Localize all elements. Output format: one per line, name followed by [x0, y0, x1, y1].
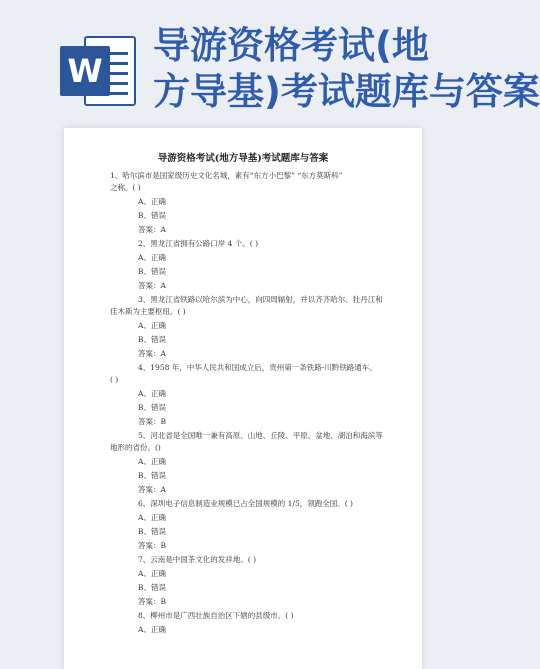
question-3-option-a: A、正确 — [138, 321, 166, 330]
question-1-text: 1、哈尔滨市是国家级历史文化名城，素有“东方小巴黎” “东方莫斯科” — [110, 171, 343, 180]
question-1-answer: 答案：A — [138, 225, 166, 234]
word-document-icon — [60, 36, 136, 106]
question-5-text-cont: 地形的省份。() — [110, 443, 161, 452]
word-letter-badge: W — [60, 46, 110, 96]
question-4-option-a: A、正确 — [138, 389, 166, 398]
question-2-option-a: A、正确 — [138, 253, 166, 262]
question-3-text: 3、黑龙江省铁路以哈尔滨为中心，向四周辐射，并以齐齐哈尔、牡丹江和 — [138, 295, 383, 304]
question-3-answer: 答案：A — [138, 349, 166, 358]
question-6-answer: 答案：B — [138, 541, 167, 550]
question-2-option-b: B、错误 — [138, 267, 167, 276]
question-2-text: 2、黑龙江省拥有公路口岸 4 个。( ) — [138, 239, 259, 248]
question-4-option-b: B、错误 — [138, 403, 167, 412]
question-4-answer: 答案：B — [138, 417, 167, 426]
question-5-option-a: A、正确 — [138, 457, 166, 466]
question-5-answer: 答案：A — [138, 485, 166, 494]
question-1-option-a: A、正确 — [138, 197, 166, 206]
question-1-option-b: B、错误 — [138, 211, 167, 220]
question-2-answer: 答案：A — [138, 281, 166, 290]
question-8-option-a: A、正确 — [138, 625, 166, 634]
question-4-text: 4、1958 年，中华人民共和国成立后，贵州第一条铁路-川黔铁路通车。 — [138, 363, 377, 372]
document-title: 导游资格考试(地方导基)考试题库与答案 — [157, 153, 329, 164]
question-4-text-cont: ( ) — [110, 375, 119, 384]
question-1-text-cont: 之称。( ) — [110, 183, 141, 192]
question-7-option-a: A、正确 — [138, 569, 166, 578]
question-7-answer: 答案：B — [138, 597, 167, 606]
question-6-option-b: B、错误 — [138, 527, 167, 536]
header — [0, 0, 540, 128]
question-6-option-a: A、正确 — [138, 513, 166, 522]
question-3-text-cont: 佳木斯为主要枢纽。( ) — [110, 307, 186, 316]
question-3-option-b: B、错误 — [138, 335, 167, 344]
question-5-text: 5、河北省是全国唯一兼有高原、山地、丘陵、平原、盆地、湖泊和海滨等 — [138, 431, 383, 440]
page-title-line-1: 导游资格考试(地 — [153, 24, 429, 67]
question-7-text: 7、云南是中国茶文化的发祥地。( ) — [138, 555, 257, 564]
page-title-line-2: 方导基)考试题库与答案 — [153, 70, 540, 113]
question-8-text: 8、柳州市是广西壮族自治区下辖的县级市。( ) — [138, 611, 294, 620]
document-page — [64, 128, 422, 669]
question-5-option-b: B、错误 — [138, 471, 167, 480]
question-6-text: 6、深圳电子信息制造业规模已占全国规模的 1/5，领跑全国。( ) — [138, 499, 353, 508]
question-7-option-b: B、错误 — [138, 583, 167, 592]
